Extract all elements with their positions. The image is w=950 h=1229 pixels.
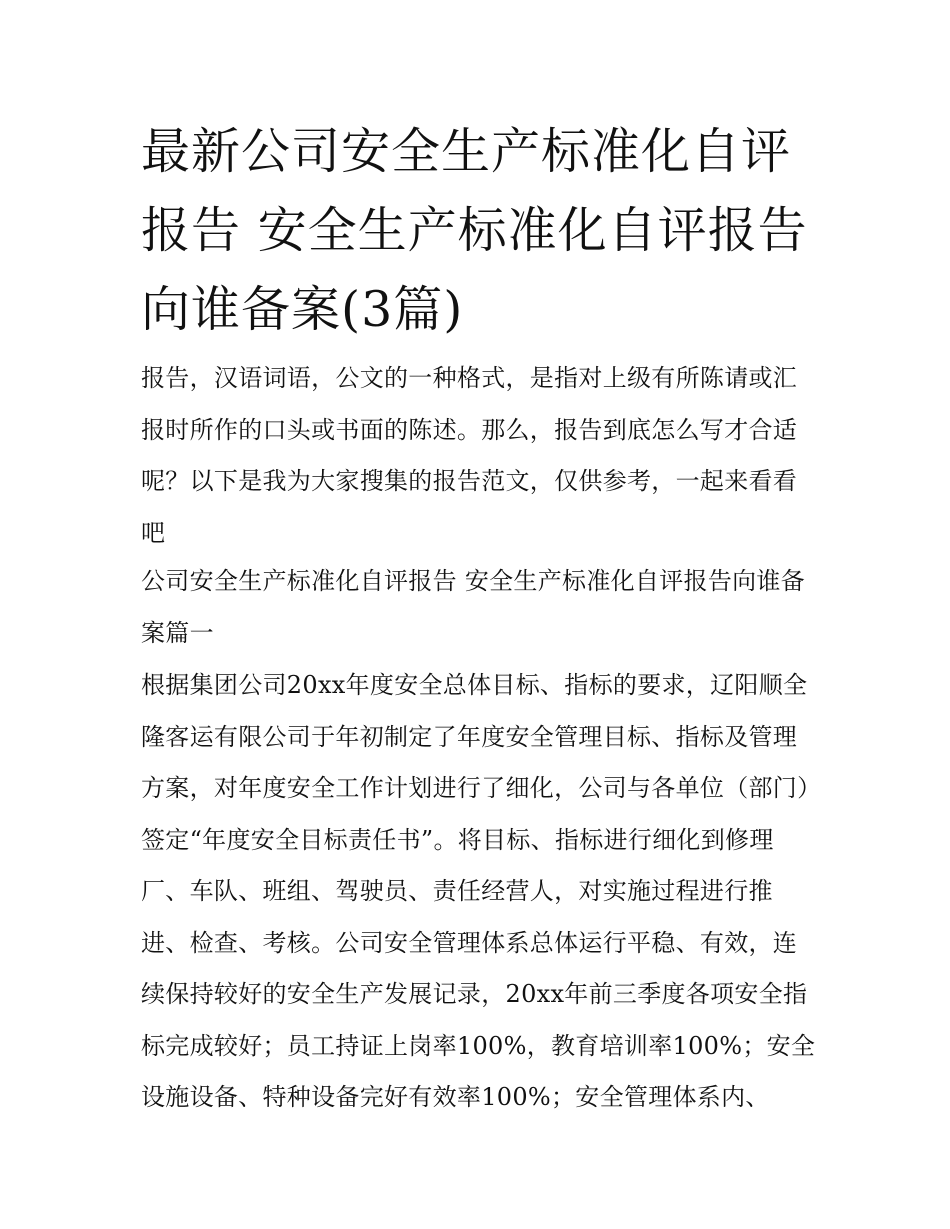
document-title: 最新公司安全生产标准化自评报告 安全生产标准化自评报告向谁备案(3篇) [141, 123, 808, 338]
body-paragraph: 根据集团公司20xx年度安全总体目标、指标的要求，辽阳顺全隆客运有限公司于年初制定了年度安全管理目标、指标及管理方案，对年度安全工作计划进行了细化，公司与各单位（部门）签定“年度安全目标责任书”。将目标、指标进行细化到修理厂、车队、班组、驾驶员、责任经营人，对实施过程进行推进、检查、考核。公司安全管理体系总体运行平稳、有效，连续保持较好的安全生产发展记录，20xx年前三季度各项安全指标完成较好；员工持证上岗率100%，教育培训率100%；安全设施设备、特种设备完好有效率100%；安全管理体系内、 [141, 671, 816, 1111]
intro-paragraph: 报告，汉语词语，公文的一种格式，是指对上级有所陈请或汇报时所作的口头或书面的陈述。那么，报告到底怎么写才合适呢？以下是我为大家搜集的报告范文，仅供参考，一起来看看吧 [141, 364, 798, 547]
section-heading: 公司安全生产标准化自评报告 安全生产标准化自评报告向谁备案篇一 [141, 567, 806, 647]
